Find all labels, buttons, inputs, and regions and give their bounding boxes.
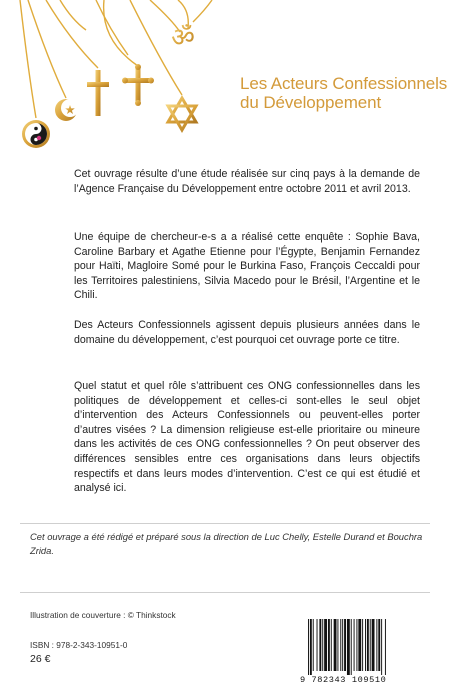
ornate-cross-icon	[122, 64, 154, 106]
barcode-bar	[381, 619, 382, 675]
paragraph-intro: Cet ouvrage résulte d’une étude réalisée sur cinq pays à la demande de l’Agence Française du Développement entre octobre 2011 et avril 2013.	[74, 168, 420, 195]
latin-cross-icon	[87, 70, 109, 116]
barcode-bar	[319, 619, 321, 671]
book-title-line-1: Les Acteurs Confessionnels	[240, 74, 448, 93]
barcode-bar	[322, 619, 323, 671]
book-title	[240, 74, 448, 112]
yin-yang-icon	[22, 120, 50, 148]
barcode-bar	[337, 619, 338, 671]
barcode-digits: 9 782343 109510	[300, 675, 387, 685]
barcode-bar	[347, 619, 350, 675]
barcode-bar	[342, 619, 343, 671]
barcode-bar	[308, 619, 309, 675]
barcode-bar	[331, 619, 332, 671]
star-of-david-icon	[168, 98, 196, 130]
barcode-bar	[351, 619, 352, 675]
barcode-bar	[334, 619, 337, 671]
svg-text:ॐ: ॐ	[171, 23, 195, 53]
illustration-credit: Illustration de couverture : © Thinkstock	[30, 610, 176, 620]
barcode-bars	[300, 617, 420, 675]
barcode-bar	[376, 619, 377, 671]
barcode-bar	[354, 619, 355, 671]
editorial-credit: Cet ouvrage a été rédigé et préparé sous la direction de Luc Chelly, Estelle Durand et Bouchra Zrida.	[30, 531, 423, 556]
barcode-bar	[378, 619, 380, 671]
om-icon	[171, 23, 195, 53]
barcode-bar	[313, 619, 314, 671]
barcode-bar	[317, 619, 318, 671]
barcode-bar	[356, 619, 357, 671]
book-title-line-2: du Développement	[240, 93, 382, 112]
barcode-bar	[372, 619, 375, 671]
barcode-bar	[340, 619, 341, 671]
paragraph-questions: Quel statut et quel rôle s’attribuent ces ONG confessionnelles dans les politiques de développement et celles-ci sont-elles le seul objet d’intervention des Acteurs Confessionnels ou peuvent-elles porter d’autres visées ? La dimension religieuse est-elle prioritaire ou mineure dans les activités de ces ONG confessionnelles ? On peut observer des différences sensibles entre ces organisations dans leurs objectifs respectifs et dans leurs modes d’intervention. C’est ce qui est étudié et analysé ici.	[74, 380, 420, 495]
paragraph-team: Une équipe de chercheur-e-s a a réalisé cette enquête : Sophie Bava, Caroline Barbary et Agathe Etienne pour l’Égypte, Benjamin Fernandez pour Haïti, Magloire Somé pour le Burkina Faso, François Ceccaldi pour les Territoires palestiniens, Silvia Macedo pour le Brésil, l’Argentine et le Chili.	[74, 231, 420, 302]
isbn-number: ISBN : 978-2-343-10951-0	[30, 640, 128, 650]
barcode-bar	[385, 619, 386, 675]
divider	[20, 523, 430, 524]
barcode-bar	[370, 619, 371, 671]
divider	[20, 592, 430, 593]
barcode-bar	[324, 619, 327, 671]
paragraph-title-reason: Des Acteurs Confessionnels agissent depuis plusieurs années dans le domaine du développement, c’est pourquoi cet ouvrage porte ce titre.	[74, 319, 420, 346]
barcode-bar	[362, 619, 363, 671]
price: 26 €	[30, 653, 51, 665]
barcode-bar	[328, 619, 330, 671]
barcode-bar	[344, 619, 346, 671]
barcode-bar	[367, 619, 369, 671]
barcode-bar	[310, 619, 312, 675]
barcode-bar	[358, 619, 361, 671]
crescent-star-icon	[55, 99, 79, 121]
barcode	[300, 617, 420, 687]
barcode-bar	[365, 619, 366, 671]
religious-pendants-illustration	[0, 0, 230, 160]
